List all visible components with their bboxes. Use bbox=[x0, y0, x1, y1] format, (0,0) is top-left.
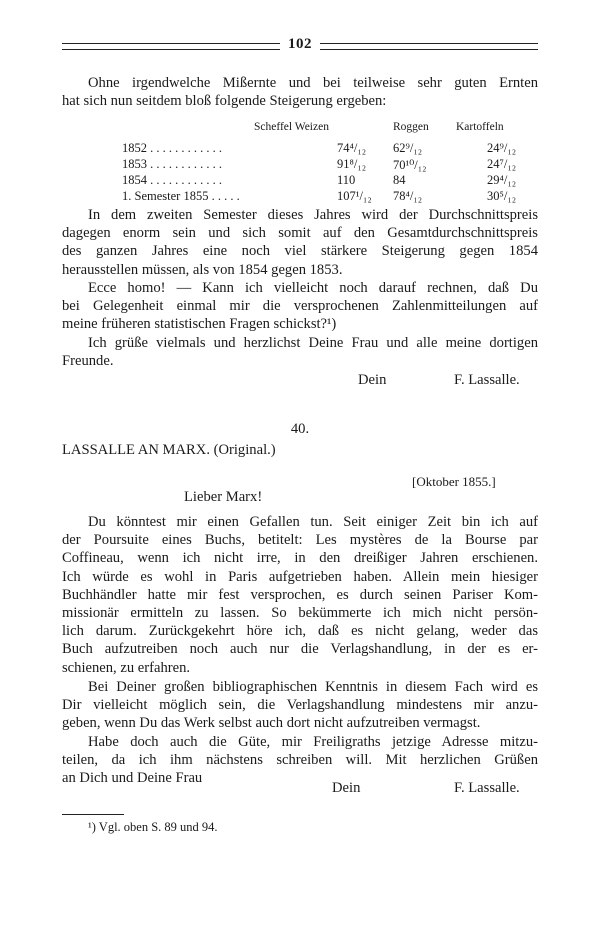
table-header-weizen: Scheffel Weizen bbox=[254, 121, 329, 133]
text-line: geben, wenn Du das Werk selbst auch dort nicht aufzutreiben vermagst. bbox=[62, 715, 481, 732]
text-line: herausstellen müssen, als von 1854 gegen 1853. bbox=[62, 261, 343, 278]
text-line: Habe doch auch die Güte, mir Freiligraths jetzige Adresse mitzu- bbox=[88, 734, 538, 750]
text-line: an Dich und Deine Frau bbox=[62, 770, 203, 787]
text-line: Dir vielleicht möglich sein, die Verlagshandlung mindestens mir anzu- bbox=[62, 697, 538, 714]
text-line: meine früheren statistischen Fragen schickst?¹) bbox=[62, 316, 337, 333]
text-line: hat sich nun seitdem bloß folgende Steigerung ergeben: bbox=[62, 93, 387, 110]
paragraph-gruesse bbox=[62, 334, 538, 370]
cell-kartoffeln: 30⁵/₁₂ bbox=[487, 189, 517, 203]
text-line: Bei Deiner großen bibliographischen Kenntnis in diesem Fach wird es bbox=[88, 679, 538, 695]
letter-number: 40. bbox=[290, 421, 310, 437]
row-label: 1852 . . . . . . . . . . . . bbox=[122, 141, 222, 155]
signature-dein: Dein bbox=[358, 372, 387, 388]
paragraph-durchschnittspreis bbox=[62, 206, 538, 279]
table-header-kartoffeln: Kartoffeln bbox=[456, 121, 504, 133]
text-line: Coffineau, wenn ich nicht irre, in den dreißiger Jahren erschienen. bbox=[62, 550, 538, 567]
signature-name: F. Lassalle. bbox=[454, 372, 520, 388]
paragraph-buch bbox=[62, 513, 538, 677]
text-line: bei Gelegenheit einmal mir die versprochenen Zahlenmitteilungen auf bbox=[62, 298, 538, 315]
cell-weizen: 91⁸/₁₂ bbox=[337, 157, 367, 171]
page-number: 102 bbox=[288, 36, 312, 52]
table-row bbox=[122, 189, 534, 205]
cell-kartoffeln: 24⁹/₁₂ bbox=[487, 141, 517, 155]
page-header bbox=[62, 37, 538, 55]
cell-roggen: 84 bbox=[393, 173, 406, 187]
text-line: lich darum. Zurückgekehrt höre ich, daß es nicht gelang, weder das bbox=[62, 623, 538, 640]
cell-weizen: 74⁴/₁₂ bbox=[337, 141, 367, 155]
letter-heading: LASSALLE AN MARX. (Original.) bbox=[62, 442, 276, 458]
cell-weizen: 107¹/₁₂ bbox=[337, 189, 372, 203]
header-rule-right bbox=[320, 43, 538, 50]
text-line: des ganzen Jahres eine noch viel stärkere Steigerung gegen 1854 bbox=[62, 243, 538, 260]
text-line: teilen, da ich ihm nächstens schreiben will. Mit herzlichen Grüßen bbox=[62, 752, 538, 769]
footnote-rule bbox=[62, 814, 124, 815]
signature-name: F. Lassalle. bbox=[454, 780, 520, 796]
text-line: Ohne irgendwelche Mißernte und bei teilweise sehr guten Ernten bbox=[88, 75, 538, 91]
cell-roggen: 70¹⁰/₁₂ bbox=[393, 158, 427, 172]
row-label: 1853 . . . . . . . . . . . . bbox=[122, 157, 222, 171]
paragraph-ecce-homo bbox=[62, 279, 538, 334]
letter-date: [Oktober 1855.] bbox=[412, 474, 496, 489]
cell-weizen: 110 bbox=[337, 173, 356, 187]
text-line: missionär ermitteln zu lassen. So bekümmerte ich mich nicht persön- bbox=[62, 605, 538, 622]
table-row bbox=[122, 141, 534, 157]
text-line: Du könntest mir einen Gefallen tun. Seit einiger Zeit bin ich auf bbox=[88, 514, 538, 530]
paragraph-verlagshandlung bbox=[62, 678, 538, 733]
table-row bbox=[122, 173, 534, 189]
text-line: der Poursuite eines Buchs, betitelt: Les mystères de la Bourse par bbox=[62, 532, 538, 549]
text-line: Ich grüße vielmals und herzlichst Deine Frau und alle meine dortigen bbox=[88, 335, 538, 351]
text-line: dagegen enorm sein und sich somit auf den Gesamtdurchschnittspreis bbox=[62, 225, 538, 242]
salutation: Lieber Marx! bbox=[184, 489, 263, 505]
text-line: Buch aufzutreiben noch auch nur die Verlagshandlung, in der es er- bbox=[62, 641, 538, 658]
row-label: 1. Semester 1855 . . . . . bbox=[122, 189, 240, 203]
header-rule-left bbox=[62, 43, 280, 50]
intro-paragraph bbox=[62, 74, 538, 110]
cell-roggen: 62⁹/₁₂ bbox=[393, 141, 423, 155]
text-line: In dem zweiten Semester dieses Jahres wird der Durchschnittspreis bbox=[88, 207, 538, 223]
cell-kartoffeln: 29⁴/₁₂ bbox=[487, 173, 517, 187]
table-header-roggen: Roggen bbox=[393, 121, 429, 133]
footnote: ¹) Vgl. oben S. 89 und 94. bbox=[88, 820, 218, 834]
text-line: Freunde. bbox=[62, 353, 114, 370]
signature-dein: Dein bbox=[332, 780, 361, 796]
text-line: Ecce homo! — Kann ich vielleicht noch darauf rechnen, daß Du bbox=[88, 280, 538, 296]
document-page bbox=[62, 0, 538, 940]
text-line: Buchhändler hatte mir fest versprochen, es durch seinen Pariser Kom- bbox=[62, 586, 538, 603]
cell-kartoffeln: 24⁷/₁₂ bbox=[487, 157, 517, 171]
cell-roggen: 78⁴/₁₂ bbox=[393, 189, 423, 203]
table-row bbox=[122, 157, 534, 173]
row-label: 1854 . . . . . . . . . . . . bbox=[122, 173, 222, 187]
text-line: schienen, zu erfahren. bbox=[62, 659, 191, 676]
text-line: Ich würde es wohl in Paris aufgetrieben haben. Allein mein hiesiger bbox=[62, 568, 538, 585]
